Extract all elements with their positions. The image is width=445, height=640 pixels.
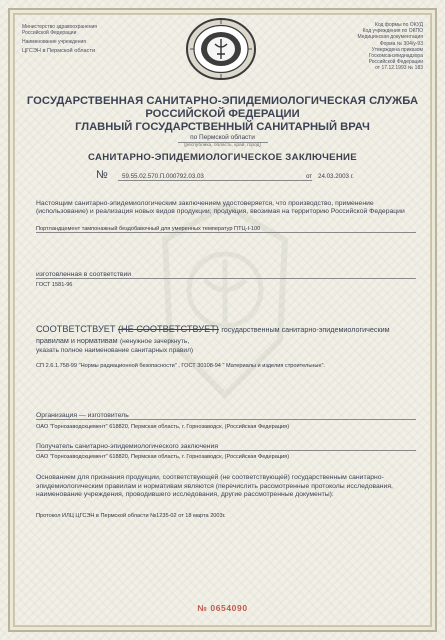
ministry-text: Министерство здравоохранения — [22, 24, 97, 30]
form-code-line: Утверждена приказом — [371, 46, 423, 53]
issuer-name: ЦГСЭН в Пермской области — [22, 47, 96, 54]
number-sign: № — [96, 169, 108, 181]
protocol-reference: Протокол ИЛЦ ЦГСЭН в Пермской области №1235-02 от 18 марта 2003г. — [36, 513, 226, 519]
issuer-block — [22, 24, 122, 54]
made-label: изготовленная в соответствии — [36, 271, 416, 279]
conformity-rest: государственным санитарно-эпидемиологическим правилам и нормативам — [36, 325, 390, 345]
issuer-label: Наименование учреждения — [22, 39, 86, 46]
form-code-line: Медицинская документация — [357, 34, 423, 41]
form-code-line: Код формы по ОКУД — [374, 22, 423, 28]
certificate-date: 24.03.2003 г. — [318, 173, 354, 180]
intro-paragraph: Настоящим санитарно-эпидемиологическим заключением удостоверяется, что производство, применение (использование) и реализация новых видов продукции; продукция, ввозимая на территорию Российской Федерации — [36, 200, 405, 216]
sanitary-rules: СП 2.6.1.758-99 "Нормы радиационной безопасности" , ГОСТ 30108-94 " Материалы и изделия строительные". — [36, 363, 325, 369]
made-standard: ГОСТ 1581-96 — [36, 282, 73, 288]
header-line-2: РОССИЙСКОЙ ФЕДЕРАЦИИ — [145, 108, 300, 120]
region-text: по Пермской области — [190, 134, 255, 141]
form-code-line: Форма № 304/у-93 — [379, 40, 423, 47]
form-code-line: Код учреждения по ОКПО — [362, 28, 423, 35]
certificate-number: 59.55.02.570.П.000792.03.03 — [122, 173, 204, 180]
state-seal-icon — [182, 16, 260, 82]
form-codes-block — [343, 22, 423, 72]
country-text: Российской Федерации — [22, 30, 77, 37]
date-label: от — [306, 173, 313, 180]
conforms-word: СООТВЕТСТВУЕТ — [36, 324, 116, 334]
region-hint: (республика, область, край, город) — [183, 143, 262, 148]
basis-paragraph: Основанием для признания продукции, соответствующей (не соответствующей) государственным санитарно-эпидемиологическим правилам и нормативам являются (перечислить рассмотренные протоколы исследования, наименование учреждения, проводившего исследования, другие рассмотренные документы): — [36, 474, 393, 499]
form-code-line: Российской Федерации — [368, 59, 423, 66]
conformity-hint: (ненужное зачеркнуть, — [119, 338, 190, 345]
manufacturer-label: Организация — изготовитель — [36, 412, 416, 420]
recipient-value: ОАО "Горнозаводскцемент" 618820, Пермская область, г. Горнозаводск, (Российская Федерация) — [36, 454, 290, 460]
recipient-label: Получатель санитарно-эпидемиологического заключения — [36, 443, 416, 451]
document-title: САНИТАРНО-ЭПИДЕМИОЛОГИЧЕСКОЕ ЗАКЛЮЧЕНИЕ — [88, 152, 357, 163]
header-line-3: ГЛАВНЫЙ ГОСУДАРСТВЕННЫЙ САНИТАРНЫЙ ВРАЧ — [75, 121, 370, 133]
serial-number: № 0654090 — [197, 603, 248, 613]
conformity-hint-2: указать полное наименование санитарных правил) — [36, 347, 194, 354]
form-code-line: от 17.12.1993 № 183 — [375, 65, 423, 72]
form-code-line: Госкомсанэпиднадзора — [368, 53, 423, 60]
conformity-statement — [36, 324, 420, 347]
not-conforms-word: (НЕ СООТВЕТСТВУЕТ) — [117, 324, 219, 334]
product-name: Портландцемент тампонажный бездобавочный для умеренных температур ПТЦ-I-100 — [36, 226, 416, 233]
manufacturer-value: ОАО "Горнозаводскцемент" 618820, Пермская область, г. Горнозаводск, (Российская Федерация) — [36, 424, 290, 430]
header-line-1: ГОСУДАРСТВЕННАЯ САНИТАРНО-ЭПИДЕМИОЛОГИЧЕСКАЯ СЛУЖБА — [26, 95, 419, 107]
number-underline — [118, 180, 312, 181]
